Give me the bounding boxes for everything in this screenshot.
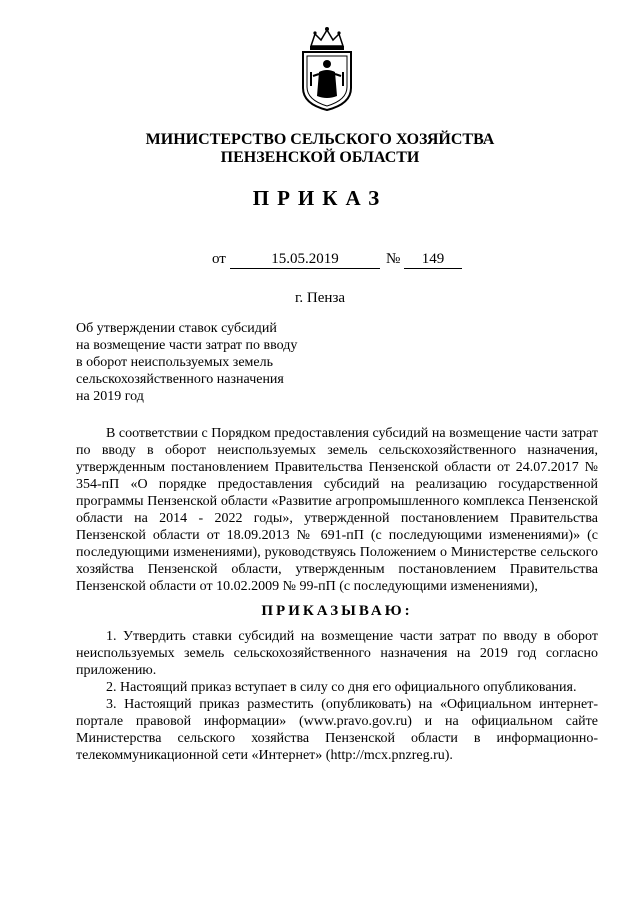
subject-line: сельскохозяйственного назначения [76, 372, 284, 387]
subject-line: Об утверждении ставок субсидий [76, 321, 277, 336]
number-prefix: № [386, 251, 401, 267]
subject-line: в оборот неиспользуемых земель [76, 355, 273, 370]
date-prefix: от [212, 251, 226, 267]
document-type-title: ПРИКАЗ [252, 186, 388, 210]
document-body [76, 425, 598, 764]
ministry-name-line1: МИНИСТЕРСТВО СЕЛЬСКОГО ХОЗЯЙСТВА [145, 131, 495, 148]
subject-line: на возмещение части затрат по вводу [76, 338, 298, 353]
subject-block [76, 320, 336, 405]
order-item: 3. Настоящий приказ разместить (опубликовать) на «Официальном интернет-портале правовой информации» (www.pravo.gov.ru) и на официальном сайте Министерства сельского хозяйства Пензенской области в информационно-телекоммуникационной сети «Интернет» (http://mcx.pnzreg.ru). [76, 697, 598, 763]
order-heading: ПРИКАЗЫВАЮ: [261, 603, 413, 619]
preamble-paragraph: В соответствии с Порядком предоставления субсидий на возмещение части затрат по вводу в оборот неиспользуемых земель сельскохозяйственного назначения, утвержденным постановлением Правительства Пензенской области от 24.07.2017 № 354-пП «О порядке предоставления субсидий на реализацию государственной программы Пензенской области «Развитие агропромышленного комплекса Пензенской области на 2014 - 2022 годы», утвержденной постановлением Правительства Пензенской области от 18.09.2013 № 691-пП (с последующими изменениями)» (с последующими изменениями), руководствуясь Положением о Министерстве сельского хозяйства Пензенской области, утвержденным постановлением Правительства Пензенской области от 10.02.2009 № 99-пП (с последующими изменениями), [76, 426, 598, 594]
order-item: 1. Утвердить ставки субсидий на возмещение части затрат по вводу в оборот неиспользуемых земель сельскохозяйственного назначения на 2019 год согласно приложению. [76, 629, 598, 678]
order-item: 2. Настоящий приказ вступает в силу со дня его официального опубликования. [106, 680, 577, 695]
document-number: 149 [404, 250, 462, 269]
city-label: г. Пенза [294, 290, 346, 306]
ministry-name-line2: ПЕНЗЕНСКОЙ ОБЛАСТИ [220, 149, 420, 166]
document-date: 15.05.2019 [230, 250, 380, 269]
subject-line: на 2019 год [76, 389, 144, 404]
penza-coat-of-arms-icon [297, 26, 357, 111]
